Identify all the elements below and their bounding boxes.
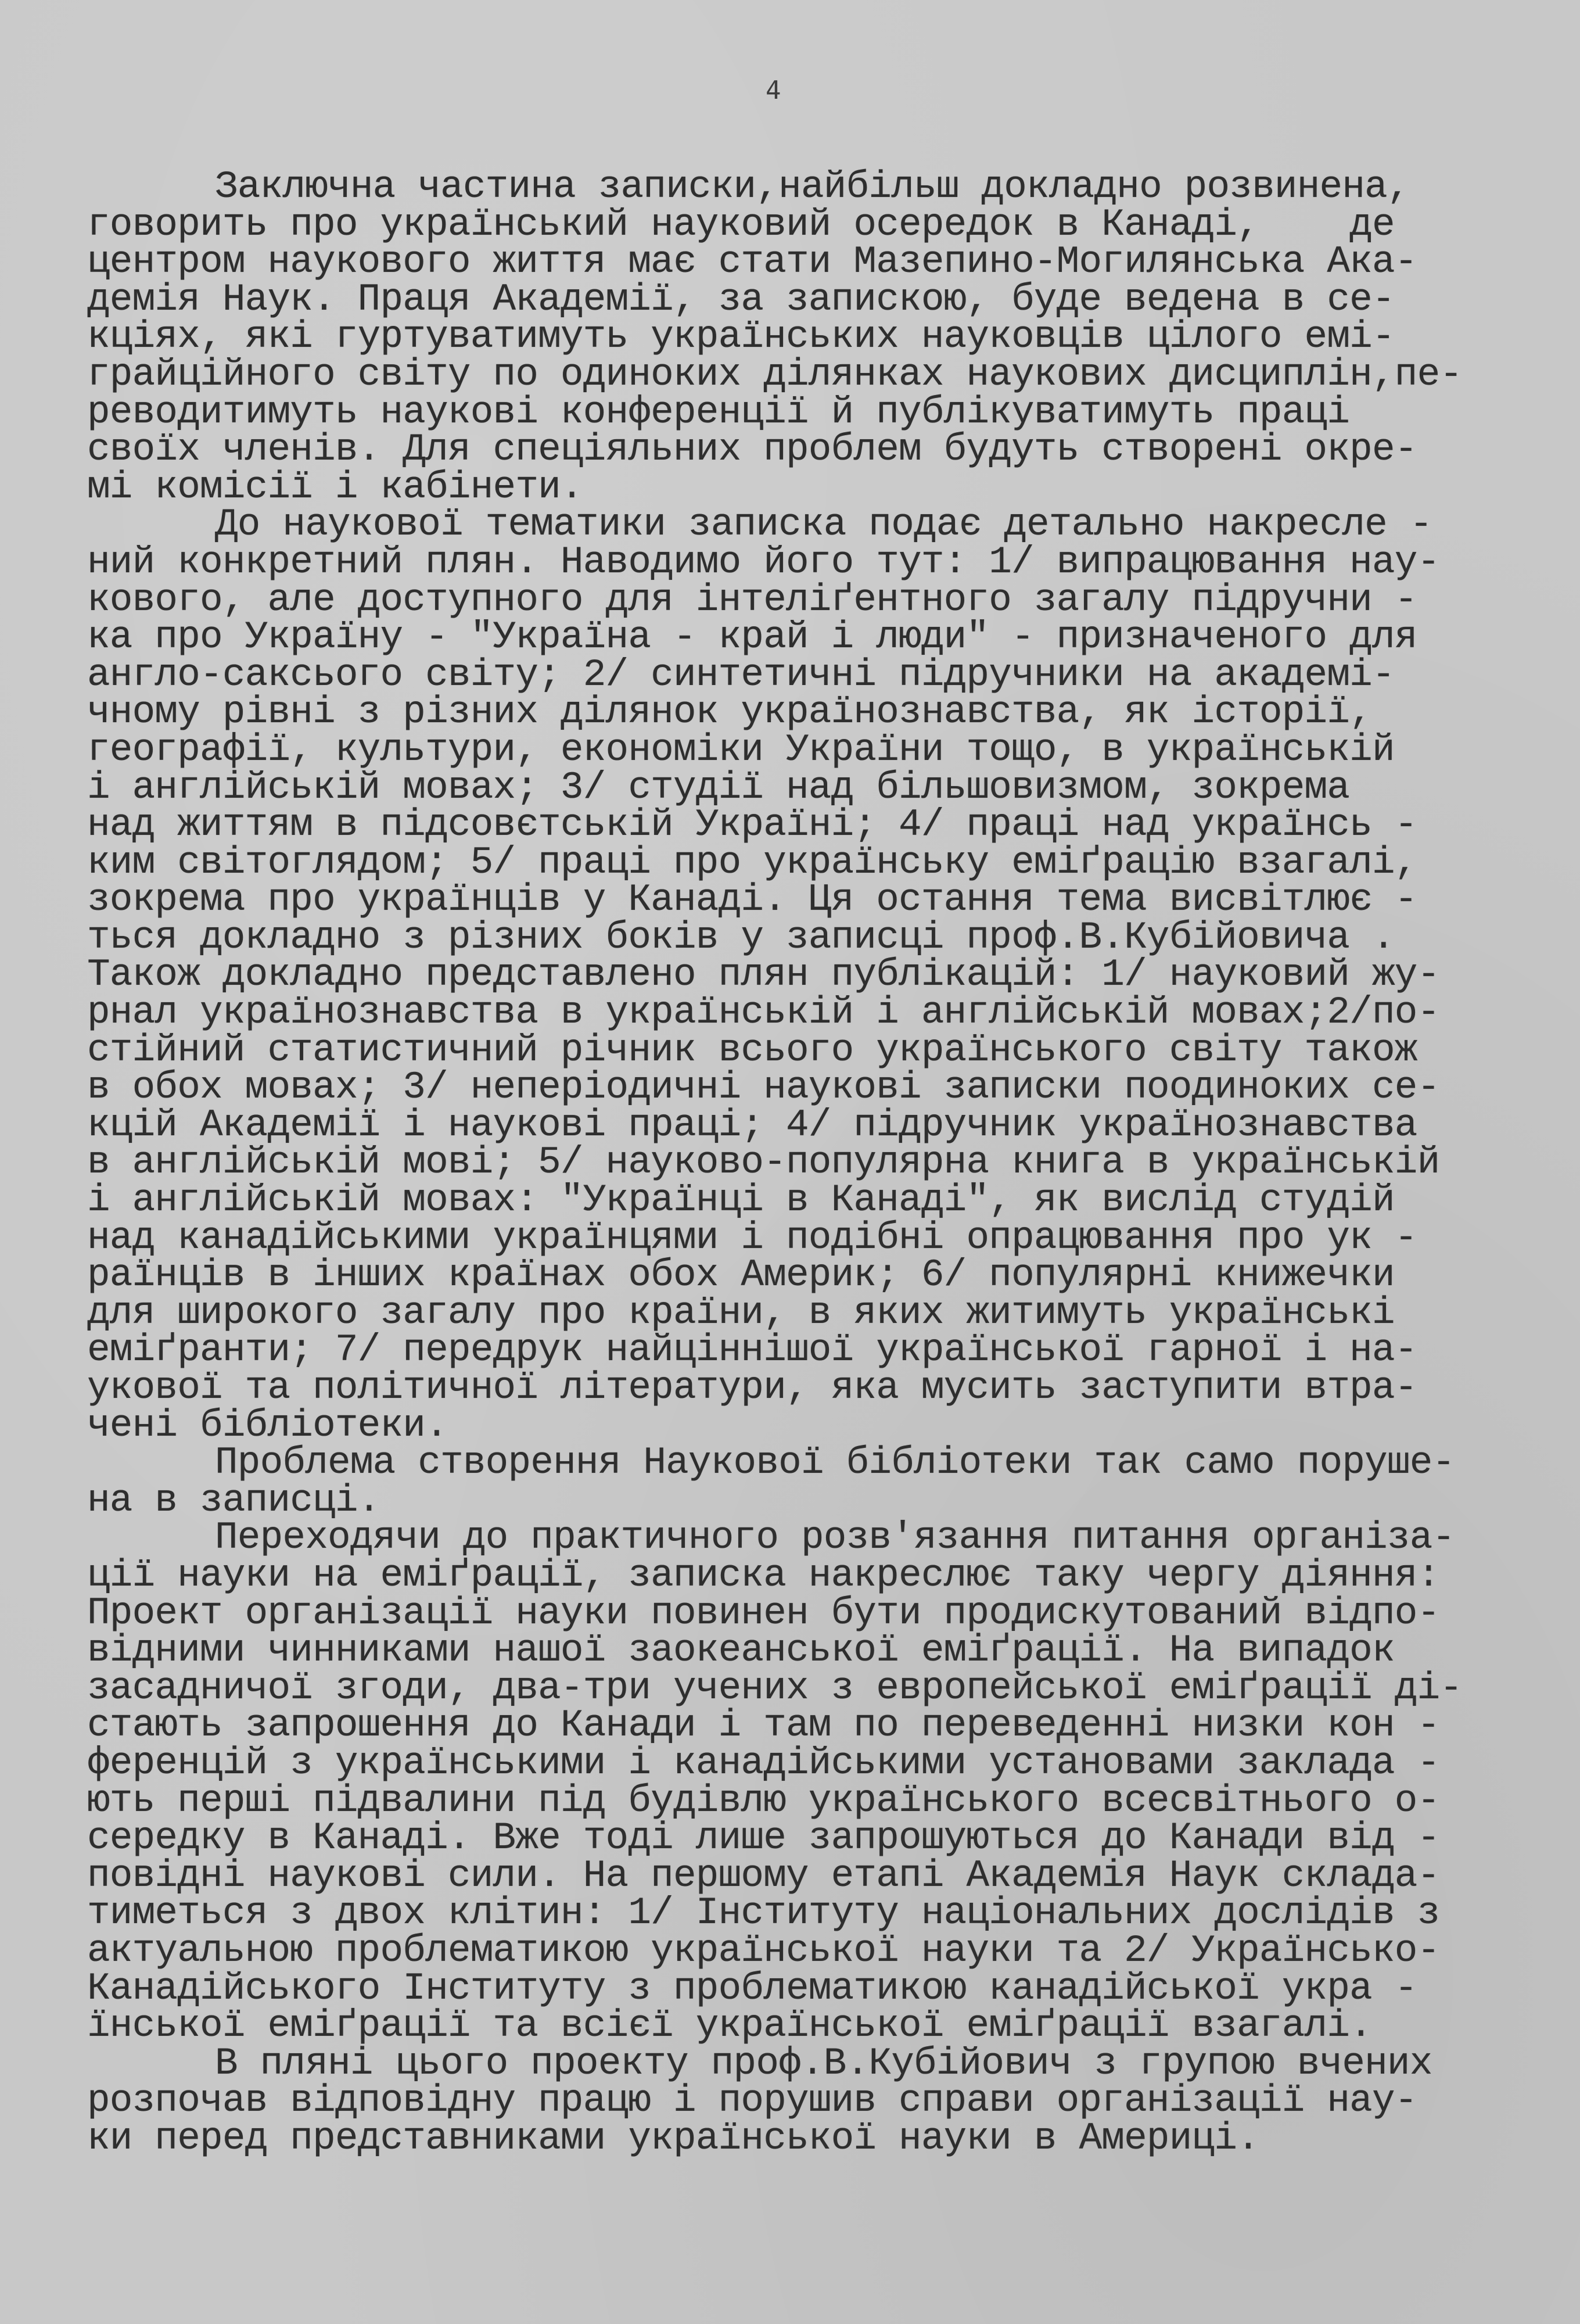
text-line: розпочав відповідну працю і порушив справи організації нау- (87, 2079, 1417, 2123)
text-line: географії, культури, економіки України тощо, в українській (87, 727, 1395, 772)
text-line: ким світоглядом; 5/ праці про українську еміґрацію взагалі, (87, 840, 1417, 884)
text-line: ції науки на еміґрації, записка накреслює таку чергу діяння: (87, 1553, 1440, 1597)
text-line: засадничої згоди, два-три учених з европейської еміґрації ді- (87, 1666, 1463, 1710)
text-line: відними чинниками нашої заокеанської еміґрації. На випадок (87, 1629, 1395, 1673)
text-line: ка про Україну - "Україна - край і люди" - призначеного для (87, 615, 1417, 659)
text-line: Заключна частина записки,найбільш докладно розвинена, (215, 165, 1410, 209)
text-line: англо-саксього світу; 2/ синтетичні підручники на академі- (87, 652, 1395, 697)
text-line: В пляні цього проекту проф.В.Кубійович з групою вчених (215, 2041, 1432, 2085)
text-line: ться докладно з різних боків у записці проф.В.Кубійовича . (87, 915, 1395, 959)
text-line: на в записці. (87, 1478, 380, 1522)
text-line: і англійській мовах; 3/ студії над більшовизмом, зокрема (87, 765, 1350, 809)
text-line: говорить про український науковий осередок в Канаді, де (87, 202, 1395, 246)
text-line: еміґранти; 7/ передрук найціннішої української гарної і на- (87, 1328, 1417, 1372)
text-line: ний конкретний плян. Наводимо його тут: 1/ випрацювання нау- (87, 540, 1440, 584)
text-line: Проект організації науки повинен бути продискутований відпо- (87, 1591, 1440, 1635)
text-line: кцій Академії і наукові праці; 4/ підручник українознавства (87, 1103, 1417, 1147)
text-line: мі комісії і кабінети. (87, 465, 583, 509)
text-line: своїх членів. Для спеціяльних проблем будуть створені окре- (87, 428, 1417, 472)
text-line: Канадійського Інституту з проблематикою канадійської укра - (87, 1966, 1417, 2010)
text-line: стійний статистичний річник всього українського світу також (87, 1028, 1417, 1072)
text-line: укової та політичної літератури, яка мусить заступити втра- (87, 1366, 1417, 1410)
document-body (87, 165, 1493, 2160)
text-line: Переходячи до практичного розв'язання питання організа- (215, 1516, 1455, 1560)
text-line: ки перед представниками української науки в Америці. (87, 2116, 1259, 2160)
text-line: тиметься з двох клітин: 1/ Інституту національних дослідів з (87, 1891, 1440, 1935)
text-line: Також докладно представлено плян публікацій: 1/ науковий жу- (87, 953, 1440, 997)
page-number: 4 (766, 76, 781, 105)
text-line: раїнців в інших країнах обох Америк; 6/ популярні книжечки (87, 1253, 1395, 1297)
text-line: кціях, які гуртуватимуть українських науковців цілого емі- (87, 315, 1395, 359)
text-line: в англійській мові; 5/ науково-популярна книга в українській (87, 1141, 1440, 1185)
text-line: До наукової тематики записка подає детально накресле - (215, 503, 1432, 547)
text-line: рнал українознавства в українській і англійській мовах;2/по- (87, 991, 1440, 1035)
text-line: і англійській мовах: "Українці в Канаді", як вислід студій (87, 1178, 1395, 1222)
text-line: ференцій з українськими і канадійськими установами заклада - (87, 1741, 1440, 1785)
text-line: актуальною проблематикою української науки та 2/ Українсько- (87, 1928, 1440, 1972)
text-line: кового, але доступного для інтеліґентного загалу підручни - (87, 578, 1417, 622)
text-line: демія Наук. Праця Академії, за запискою, буде ведена в се- (87, 277, 1395, 321)
text-line: реводитимуть наукові конференції й публікуватимуть праці (87, 390, 1350, 434)
text-line: грайційного світу по одиноких ділянках наукових дисциплін,пе- (87, 352, 1463, 396)
text-line: чені бібліотеки. (87, 1403, 448, 1447)
text-line: їнської еміґрації та всієї української еміґрації взагалі. (87, 2004, 1372, 2048)
text-line: в обох мовах; 3/ неперіодичні наукові записки поодиноких се- (87, 1066, 1440, 1110)
text-line: центром наукового життя має стати Мазепино-Могилянська Ака- (87, 240, 1417, 284)
text-line: ють перші підвалини під будівлю українського всесвітнього о- (87, 1778, 1440, 1823)
text-line: для широкого загалу про країни, в яких житимуть українські (87, 1290, 1395, 1335)
text-line: стають запрошення до Канади і там по переведенні низки кон - (87, 1703, 1440, 1748)
text-line: середку в Канаді. Вже тоді лише запрошуються до Канади від - (87, 1816, 1440, 1860)
text-line: чному рівні з різних ділянок українознавства, як історії, (87, 690, 1372, 734)
text-line: зокрема про українців у Канаді. Ця остання тема висвітлює - (87, 878, 1417, 922)
text-line: Проблема створення Наукової бібліотеки так само поруше- (215, 1441, 1455, 1485)
text-line: над життям в підсовєтській Україні; 4/ праці над українсь - (87, 803, 1417, 847)
text-line: над канадійськими українцями і подібні опрацювання про ук - (87, 1215, 1417, 1260)
text-line: повідні наукові сили. На першому етапі Академія Наук склада- (87, 1853, 1440, 1898)
